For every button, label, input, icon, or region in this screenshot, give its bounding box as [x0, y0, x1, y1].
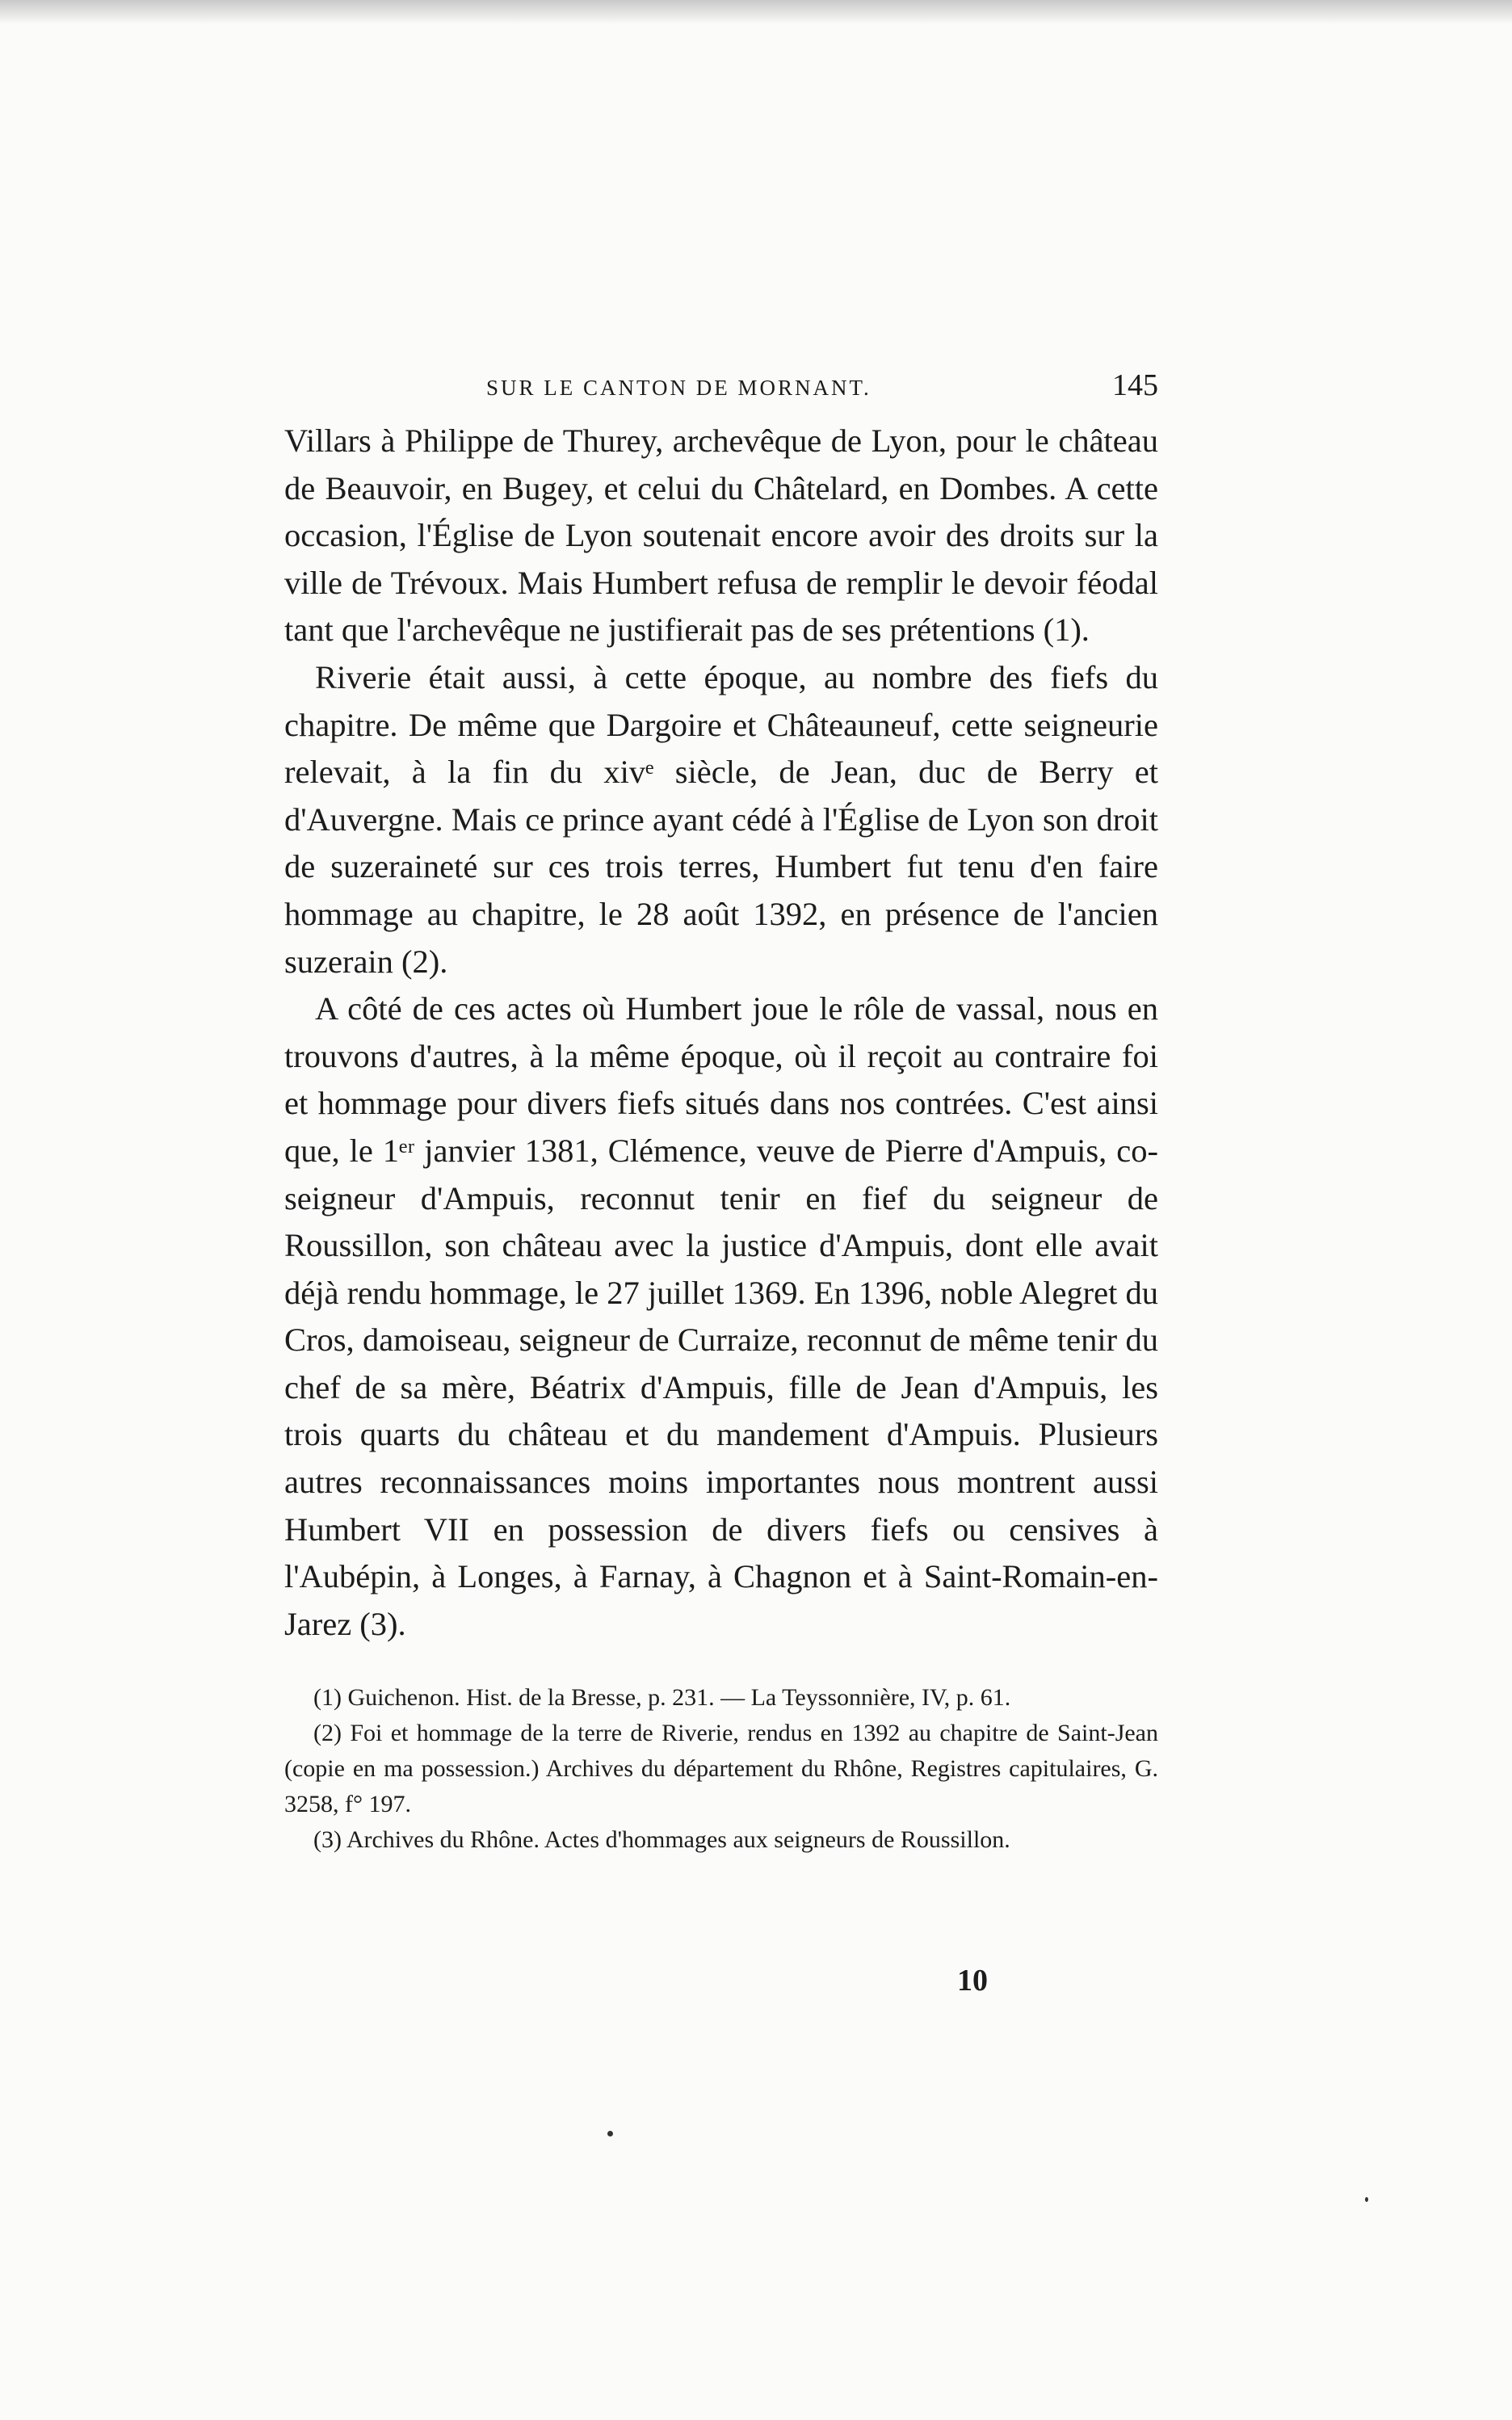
signature-mark: 10	[957, 1964, 988, 1998]
paragraph: Riverie était aussi, à cette époque, au nombre des fiefs du chapitre. De même que Dargoire et Châteauneuf, cette seigneurie relevait, à la fin du xivᵉ siècle, de Jean, duc de Berry et d'Auvergne. Mais ce prince ayant cédé à l'Église de Lyon son droit de suzeraineté sur ces trois terres, Humbert fut tenu d'en faire hommage au chapitre, le 28 août 1392, en présence de l'ancien suzerain (2).	[284, 658, 1158, 980]
running-title: SUR LE CANTON DE MORNANT.	[486, 376, 872, 400]
book-page	[284, 368, 1158, 1858]
ink-speck	[607, 2131, 613, 2136]
page-top-edge	[0, 0, 1512, 24]
footnote: (2) Foi et hommage de la terre de Riverie, rendus en 1392 au chapitre de Saint-Jean (copie en ma possession.) Archives du département du Rhône, Registres capitulaires, G. 3258, f° 197.	[284, 1720, 1158, 1818]
paragraph: Villars à Philippe de Thurey, archevêque de Lyon, pour le château de Beauvoir, en Bugey, et celui du Châtelard, en Dombes. A cette occasion, l'Église de Lyon soutenait encore avoir des droits sur la ville de Trévoux. Mais Humbert refusa de remplir le devoir féodal tant que l'archevêque ne justifierait pas de ses prétentions (1).	[284, 422, 1158, 649]
paragraph: A côté de ces actes où Humbert joue le rôle de vassal, nous en trouvons d'autres, à la même époque, où il reçoit au contraire foi et hommage pour divers fiefs situés dans nos contrées. C'est ainsi que, le 1ᵉʳ janvier 1381, Clémence, veuve de Pierre d'Ampuis, co-seigneur d'Ampuis, reconnut tenir en fief du seigneur de Roussillon, son château avec la justice d'Ampuis, dont elle avait déjà rendu hommage, le 27 juillet 1369. En 1396, noble Alegret du Cros, damoiseau, seigneur de Curraize, reconnut de même tenir du chef de sa mère, Béatrix d'Ampuis, fille de Jean d'Ampuis, les trois quarts du château et du mandement d'Ampuis. Plusieurs autres reconnaissances moins importantes nous montrent aussi Humbert VII en possession de divers fiefs ou censives à l'Aubépin, à Longes, à Farnay, à Chagnon et à Saint-Romain-en-Jarez (3).	[284, 990, 1159, 1642]
footnote: (1) Guichenon. Hist. de la Bresse, p. 231. — La Teyssonnière, IV, p. 61.	[313, 1684, 1011, 1712]
footnote: (3) Archives du Rhône. Actes d'hommages aux seigneurs de Roussillon.	[313, 1826, 1010, 1854]
page-number: 145	[1112, 368, 1158, 402]
ink-speck	[1365, 2197, 1368, 2202]
running-head	[284, 368, 1158, 410]
footnotes	[284, 1680, 1158, 1858]
main-text	[284, 418, 1158, 1648]
